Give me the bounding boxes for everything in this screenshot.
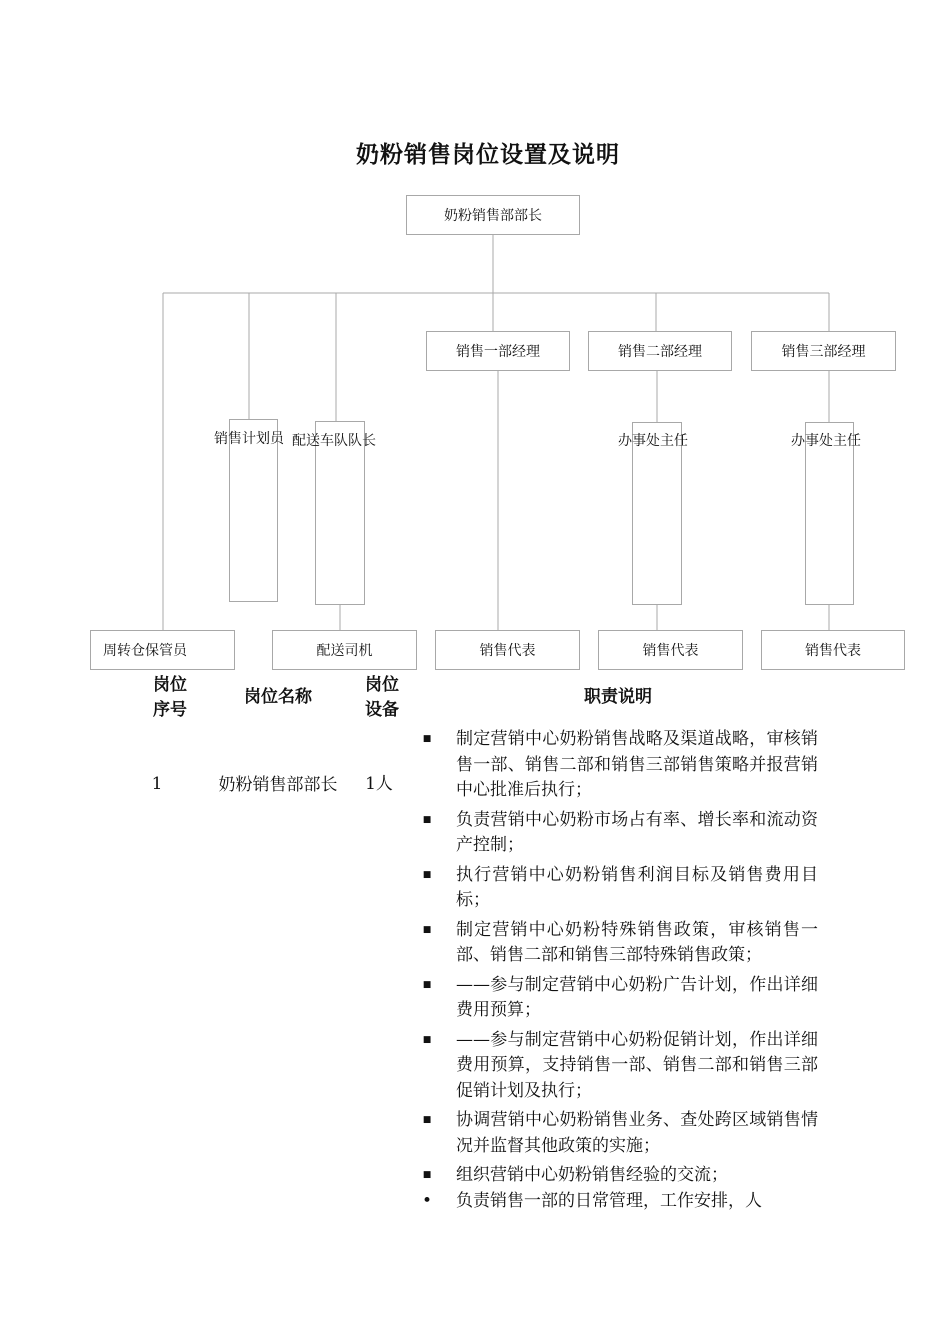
table-cell-equip: 1人: [365, 774, 393, 794]
duty-item-text: 制定营销中心奶粉销售战略及渠道战略，审核销售一部、销售二部和销售三部销售策略并报营销中心批准后执行；: [456, 729, 818, 800]
org-node-manager-3-label: 销售三部经理: [781, 344, 866, 360]
table-cell-seq: 1: [151, 774, 163, 794]
duty-item-text: 负责销售一部的日常管理，工作安排，人: [456, 1190, 762, 1211]
org-node-rep-1: [435, 630, 580, 670]
duty-item: [420, 918, 818, 969]
org-node-driver: [272, 630, 417, 670]
org-node-rep-2: [598, 630, 743, 670]
duty-item: [420, 1028, 818, 1105]
square-bullet-icon: ■: [422, 814, 432, 825]
org-node-planner-label: 销售计划员: [214, 431, 284, 447]
square-bullet-icon: ■: [422, 734, 432, 744]
duty-item: [420, 1108, 818, 1159]
org-node-warehouse-keeper: [90, 630, 235, 670]
duty-item-text: ——参与制定营销中心奶粉促销计划，作出详细费用预算，支持销售一部、销售二部和销售三部促销计划及执行；: [456, 1029, 818, 1101]
duty-item: [420, 727, 818, 804]
org-node-rep-2-label: 销售代表: [642, 643, 699, 659]
table-header-equip: 岗位设备: [365, 675, 399, 720]
duty-item: [420, 973, 818, 1024]
square-bullet-icon: ■: [422, 1034, 432, 1045]
org-node-rep-3: [761, 630, 905, 670]
table-cell-name: 奶粉销售部部长: [218, 775, 338, 795]
duty-item-text: ——参与制定营销中心奶粉广告计划，作出详细费用预算；: [456, 974, 818, 1020]
org-node-driver-label: 配送司机: [316, 643, 373, 659]
duty-item-text: 制定营销中心奶粉特殊销售政策，审核销售一部、销售二部和销售三部特殊销售政策；: [456, 919, 818, 965]
duty-item: [420, 808, 818, 859]
org-node-manager-1: [426, 331, 570, 371]
square-bullet-icon: ■: [422, 869, 432, 880]
page-title: 奶粉销售岗位设置及说明: [356, 141, 620, 168]
duty-item-text: 负责营销中心奶粉市场占有率、增长率和流动资产控制；: [456, 809, 818, 855]
square-bullet-icon: ■: [422, 979, 432, 990]
org-node-office-director-2-label: 办事处主任: [791, 433, 861, 449]
round-bullet-icon: •: [421, 1190, 433, 1211]
org-node-head-label: 奶粉销售部部长: [444, 208, 542, 224]
org-node-rep-3-label: 销售代表: [805, 643, 861, 659]
duty-item-text: 协调营销中心奶粉销售业务、查处跨区域销售情况并监督其他政策的实施；: [456, 1110, 818, 1156]
org-node-head: [406, 195, 580, 235]
org-node-manager-3: [751, 331, 896, 371]
org-node-fleet-leader-label: 配送车队队长: [292, 433, 376, 449]
duty-item-text: 执行营销中心奶粉销售利润目标及销售费用目标；: [456, 864, 818, 910]
square-bullet-icon: ■: [422, 1170, 432, 1180]
org-node-manager-1-label: 销售一部经理: [456, 344, 540, 360]
duty-item: [420, 1163, 818, 1189]
table-header-name: 岗位名称: [244, 687, 312, 707]
org-node-manager-2-label: 销售二部经理: [618, 344, 702, 360]
duty-item: [420, 1189, 818, 1215]
duty-item-text: 组织营销中心奶粉销售经验的交流；: [456, 1165, 728, 1185]
duty-item: [420, 863, 818, 914]
org-node-rep-1-label: 销售代表: [479, 643, 536, 659]
table-header-duty: 职责说明: [584, 687, 652, 707]
square-bullet-icon: ■: [422, 1115, 432, 1125]
org-node-office-director-1-label: 办事处主任: [618, 433, 688, 449]
org-node-warehouse-keeper-label: 周转仓保管员: [103, 643, 187, 659]
org-node-manager-2: [588, 331, 732, 371]
duty-list: [420, 727, 818, 1218]
square-bullet-icon: ■: [422, 924, 432, 935]
table-header-seq: 岗位序号: [153, 675, 187, 720]
